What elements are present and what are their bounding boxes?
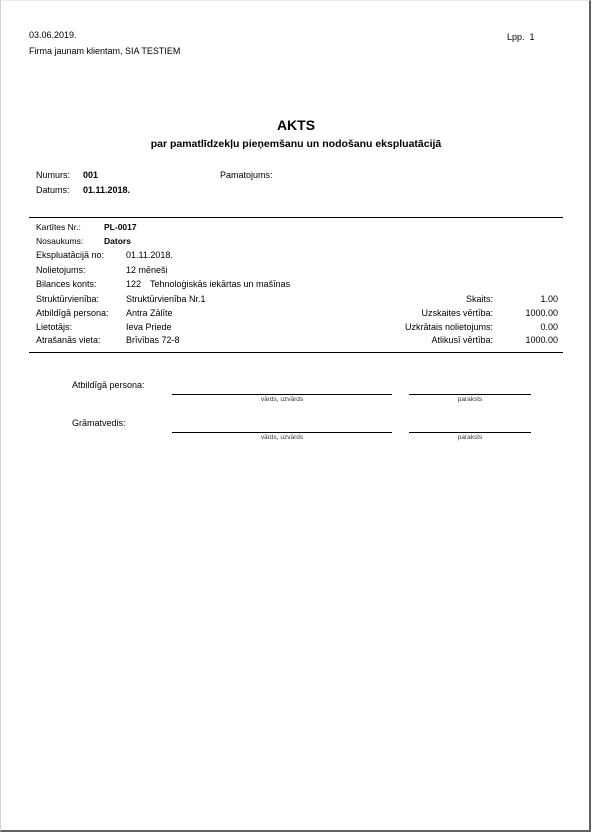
basis-label: Pamatojums: [220, 170, 273, 180]
accum-dep-label: Uzkrātais nolietojums: [404, 322, 493, 332]
card-value: PL-0017 [104, 222, 137, 232]
sig-responsible-name-caption: vārds, uzvārds [260, 396, 304, 403]
company-name: Firma jaunam klientam, SIA TESTIEM [29, 46, 181, 56]
book-value: 1000.00 [525, 308, 558, 318]
balance-code: 122 [126, 279, 142, 289]
residual-value: 1000.00 [525, 335, 558, 345]
sig-responsible-label: Atbildīgā persona: [72, 380, 145, 390]
depreciation-label: Nolietojums: [36, 265, 86, 275]
name-value: Dators [104, 236, 131, 246]
exploit-label: Ekspluatācijā no: [36, 250, 105, 260]
page-indicator [507, 32, 535, 42]
unit-value: Struktūrvienība Nr.1 [126, 294, 206, 304]
count-value: 1.00 [540, 294, 558, 304]
book-value-label: Uzskaites vērtība: [421, 308, 493, 318]
user-label: Lietotājs: [36, 322, 73, 332]
location-value: Brīvības 72-8 [126, 335, 180, 345]
document-subtitle: par pamatlīdzekļu pieņemšanu un nodošanu ekspluatācijā [150, 138, 442, 150]
sig-accountant-name-line [172, 432, 392, 433]
sig-accountant-name-caption: vārds, uzvārds [260, 434, 304, 441]
exploit-value: 01.11.2018. [126, 250, 173, 260]
unit-label: Struktūrvienība: [36, 294, 100, 304]
residual-label: Atlikusī vērtība: [431, 335, 493, 345]
number-value: 001 [83, 170, 99, 180]
document-title: AKTS [276, 117, 316, 133]
accum-dep-value: 0.00 [540, 322, 558, 332]
page-number: 1 [529, 32, 535, 42]
top-divider [29, 217, 563, 218]
page-label: Lpp. [507, 32, 525, 42]
balance-label: Bilances konts: [36, 279, 97, 289]
print-date: 03.06.2019. [29, 30, 77, 40]
bottom-divider [29, 352, 563, 353]
sig-responsible-name-line [172, 394, 392, 395]
count-label: Skaits: [465, 294, 493, 304]
date-value: 01.11.2018. [83, 185, 131, 195]
responsible-label: Atbildīgā persona: [36, 308, 109, 318]
sig-accountant-label: Grāmatvedis: [72, 418, 126, 428]
number-label: Numurs: [36, 170, 71, 180]
sig-responsible-sign-line [409, 394, 531, 395]
sig-accountant-sign-line [409, 432, 531, 433]
depreciation-value: 12 mēneši [126, 265, 168, 275]
balance-name: Tehnoloģiskās iekārtas un mašīnas [150, 279, 291, 289]
name-label: Nosaukums: [36, 236, 84, 246]
date-label: Datums: [36, 185, 70, 195]
user-value: Ieva Priede [126, 322, 172, 332]
card-label: Kartītes Nr.: [36, 222, 81, 232]
location-label: Atrašanās vieta: [36, 335, 101, 345]
sig-responsible-sign-caption: paraksts [457, 396, 483, 403]
responsible-value: Antra Zālīte [126, 308, 173, 318]
sig-accountant-sign-caption: paraksts [457, 434, 483, 441]
